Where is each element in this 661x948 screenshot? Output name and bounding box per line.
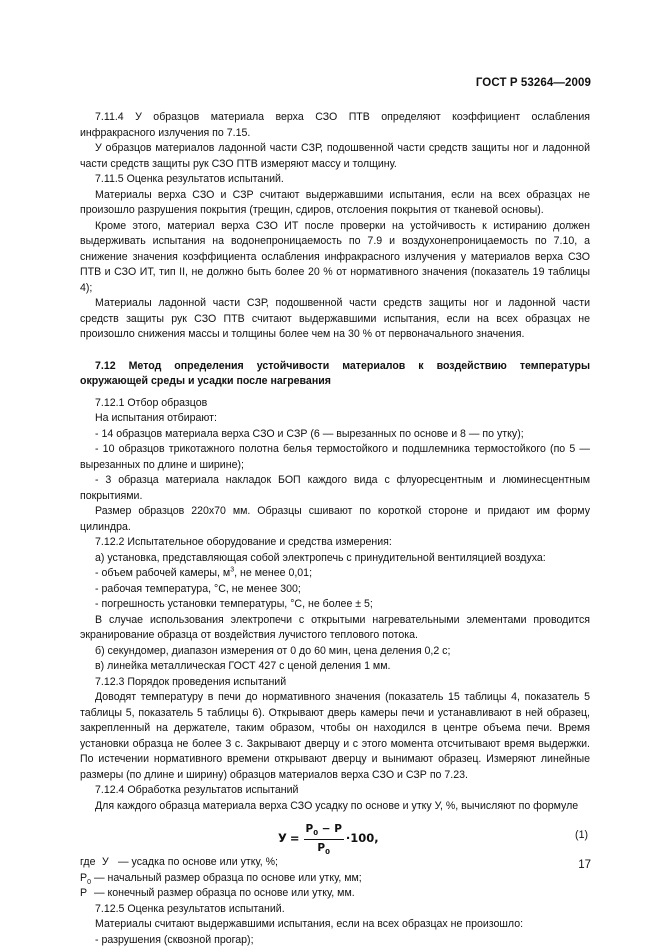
equation-number: (1) bbox=[575, 828, 588, 844]
paragraph: На испытания отбирают: bbox=[80, 411, 590, 427]
paragraph: У образцов материалов ладонной части СЗР, подошвенной части средств защиты ног и ладонной части средств защиты рук СЗО ПТВ измеряют массу и толщину. bbox=[80, 141, 590, 172]
list-item: - 3 образца материала накладок БОП каждого вида с флуоресцентным и люминесцентным покрытиями. bbox=[80, 473, 590, 504]
list-item bbox=[80, 566, 590, 582]
formula-denominator bbox=[317, 840, 330, 857]
paragraph: 7.11.4 У образцов материала верха СЗО ПТВ определяют коэффициент ослабления инфракрасного излучения по 7.15. bbox=[80, 110, 590, 141]
formula-num-sub: 0 bbox=[313, 829, 318, 837]
formula-numerator bbox=[304, 822, 344, 840]
paragraph: Материалы считают выдержавшими испытания, если на всех образцах не произошло: bbox=[80, 917, 590, 933]
where-description: — конечный размер образца по основе или утку, мм. bbox=[94, 886, 355, 902]
list-item: - погрешность установки температуры, °С, не более ± 5; bbox=[80, 597, 590, 613]
paragraph: Кроме этого, материал верха СЗО ИТ после проверки на устойчивость к истиранию должен выдерживать испытания на водонепроницаемость по 7.9 и воздухонепроницаемость по 7.10, а снижение значения коэффициента ослабления инфракрасного излучения у материалов верха СЗО ПТВ и СЗО ИТ, тип II, не должно быть более 20 % от нормативного значения (показатель 19 таблицы 4); bbox=[80, 219, 590, 297]
where-row bbox=[80, 886, 590, 902]
symbol-text: Р bbox=[80, 872, 87, 884]
paragraph: 7.12.4 Обработка результатов испытаний bbox=[80, 783, 590, 799]
text-fragment: , не менее 0,01; bbox=[234, 567, 312, 579]
where-symbol bbox=[102, 855, 109, 871]
formula-num-p: Р bbox=[306, 823, 314, 835]
paragraph: Для каждого образца материала верха СЗО усадку по основе и утку У, %, вычисляют по формуле bbox=[80, 799, 590, 815]
formula-lhs: У bbox=[278, 831, 287, 847]
paragraph: 7.12.3 Порядок проведения испытаний bbox=[80, 675, 590, 691]
paragraph: 7.12.2 Испытательное оборудование и средства измерения: bbox=[80, 535, 590, 551]
doc-header-code: ГОСТ Р 53264—2009 bbox=[476, 77, 591, 89]
list-item: - разрушения (сквозной прогар); bbox=[80, 933, 590, 948]
formula-den-sub: 0 bbox=[325, 848, 330, 856]
paragraph: В случае использования электропечи с открытыми нагревательными элементами проводится экранирование образца от воздействия лучистого теплового потока. bbox=[80, 613, 590, 644]
where-description: — усадка по основе или утку, %; bbox=[118, 855, 278, 871]
list-item: а) установка, представляющая собой электропечь с принудительной вентиляцией воздуха: bbox=[80, 551, 590, 567]
formula-den-p: Р bbox=[317, 842, 325, 854]
formula-block bbox=[80, 817, 590, 855]
shrinkage-formula bbox=[278, 822, 379, 856]
list-item: б) секундомер, диапазон измерения от 0 до 60 мин, цена деления 0,2 с; bbox=[80, 644, 590, 660]
symbol-sub: 0 bbox=[87, 879, 91, 886]
paragraph: Материалы ладонной части СЗР, подошвенной части средств защиты ног и ладонной части средств защиты рук СЗО ПТВ считают выдержавшими испытания, если на всех образцах не произошло снижения массы и толщины более чем на 30 % от первоначального значения. bbox=[80, 296, 590, 343]
paragraph: 7.11.5 Оценка результатов испытаний. bbox=[80, 172, 590, 188]
paragraph: Материалы верха СЗО и СЗР считают выдержавшими испытания, если на всех образцах не произошло разрушения покрытия (трещин, сдиров, отслоения покрытия от тканевой основы). bbox=[80, 188, 590, 219]
paragraph: Размер образцов 220х70 мм. Образцы сшивают по короткой стороне и придают им форму цилиндра. bbox=[80, 504, 590, 535]
formula-tail: ·100, bbox=[346, 831, 379, 847]
paragraph: 7.12.1 Отбор образцов bbox=[80, 396, 590, 412]
formula-equals: = bbox=[290, 831, 300, 847]
symbol-text: У bbox=[102, 856, 109, 868]
where-row bbox=[80, 871, 590, 887]
document-body bbox=[80, 110, 590, 948]
page-number: 17 bbox=[578, 859, 591, 871]
text-fragment: - объем рабочей камеры, м bbox=[95, 567, 230, 579]
list-item: - 10 образцов трикотажного полотна белья термостойкого и подшлемника термостойкого (по 5 — вырезанных по длине и ширине); bbox=[80, 442, 590, 473]
paragraph: 7.12.5 Оценка результатов испытаний. bbox=[80, 902, 590, 918]
formula-num-rest: − Р bbox=[318, 823, 342, 835]
list-item: - рабочая температура, °С, не менее 300; bbox=[80, 582, 590, 598]
symbol-text: Р bbox=[80, 887, 87, 899]
where-symbol bbox=[80, 886, 87, 902]
section-heading: 7.12 Метод определения устойчивости материалов к воздействию температуры окружающей среды и усадки после нагревания bbox=[80, 359, 590, 390]
where-label: где bbox=[80, 855, 95, 871]
list-item: в) линейка металлическая ГОСТ 427 с ценой деления 1 мм. bbox=[80, 659, 590, 675]
superscript: 3 bbox=[230, 566, 234, 573]
formula-fraction bbox=[304, 822, 344, 856]
where-description: — начальный размер образца по основе или утку, мм; bbox=[94, 871, 362, 887]
where-row bbox=[80, 855, 590, 871]
list-item: - 14 образцов материала верха СЗО и СЗР (6 — вырезанных по основе и 8 — по утку); bbox=[80, 427, 590, 443]
where-symbol bbox=[80, 871, 91, 887]
paragraph: Доводят температуру в печи до нормативного значения (показатель 15 таблицы 4, показатель 5 таблицы 5, показатель 5 таблицы 6). Открывают дверь камеры печи и устанавливают в ней образец, закрепленный на держателе, таким образом, чтобы он находился в центре объема печи. Время установки образца не более 3 с. Закрывают дверцу и с этого момента отсчитывают время выдержки. По истечении нормативного времени открывают дверцу и вынимают образец. Измеряют линейные размеры (по длине и ширину) образцов материалов верха СЗО и СЗР по 7.23. bbox=[80, 690, 590, 783]
